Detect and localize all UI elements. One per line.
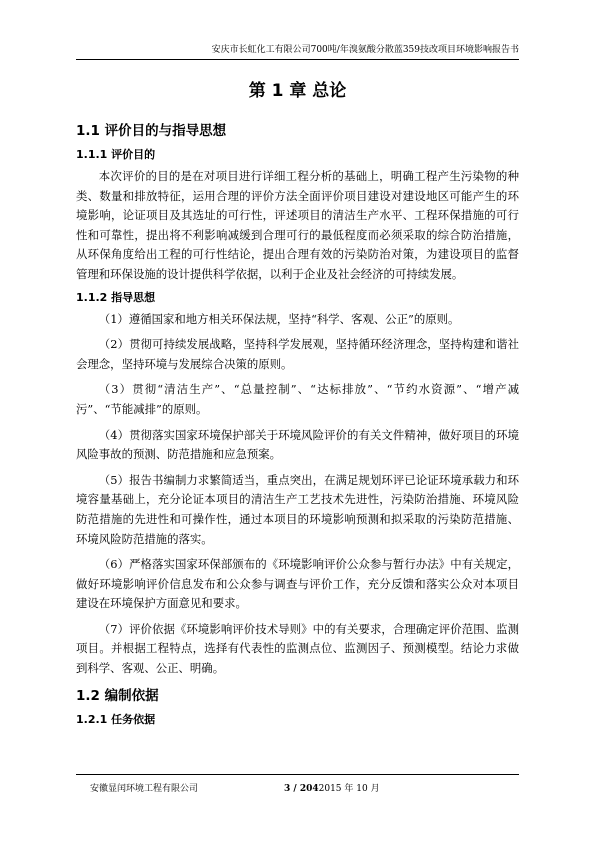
footer-company: 安徽显闰环境工程有限公司 (90, 784, 199, 794)
page-number-total: 204 (299, 784, 319, 794)
header-title: 安庆市长虹化工有限公司700吨/年溴氨酸分散蓝359技改项目环境影响报告书 (211, 45, 519, 55)
footer-date: 2015 年 10 月 (318, 784, 380, 794)
paragraph-evaluation-purpose: 本次评价的目的是在对项目进行详细工程分析的基础上，明确工程产生污染物的种类、数量和排放特征，运用合理的评价方法全面评价项目建设对建设地区可能产生的环境影响，论证项目及其选址的可行性，评述项目的清洁生产水平、工程环保措施的可行性和可靠性，提出将不利影响减缓到合理可行的最低程度而必须采取的综合防治措施，从环保角度给出工程的可行性结论，提出合理有效的污染防治对策，为建设项目的监督管理和环保设施的设计提供科学依据，以利于企业及社会经济的可持续发展。 (76, 169, 519, 281)
section-heading-1-1: 1.1 评价目的与指导思想 (76, 123, 227, 139)
running-footer (76, 774, 519, 794)
page-number-separator: / (290, 784, 300, 794)
subsection-heading-1-1-1: 1.1.1 评价目的 (76, 148, 156, 161)
document-body (76, 120, 519, 732)
subsection-heading-1-2-1: 1.2.1 任务依据 (76, 712, 156, 726)
chapter-title: 第 1 章 总论 (248, 81, 347, 101)
guideline-item-7: （7）评价依据《环境影响评价技术导则》中的有关要求，合理确定评价范围、监测项目。并根据工程特点，选择有代表性的监测点位、监测因子、预测模型。结论力求做到科学、客观、公正、明确。 (76, 621, 519, 676)
guideline-item-3: （3）贯彻“清洁生产”、“总量控制”、“达标排放”、“节约水资源”、“增产减污”、“节能减排”的原则。 (76, 382, 519, 416)
guideline-item-6: （6）严格落实国家环保部颁布的《环境影响评价公众参与暂行办法》中有关规定，做好环境影响评价信息发布和公众参与调查与评价工作，充分反馈和落实公众对本项目建设在环境保护方面意见和要求。 (76, 557, 519, 611)
guideline-item-2: （2）贯彻可持续发展战略，坚持科学发展观，坚持循环经济理念，坚持构建和谐社会理念，坚持环境与发展综合决策的原则。 (76, 337, 519, 371)
subsection-heading-1-1-2: 1.1.2 指导思想 (76, 290, 156, 304)
guideline-item-4: （4）贯彻落实国家环境保护部关于环境风险评价的有关文件精神，做好项目的环境风险事故的预测、防范措施和应急预案。 (76, 427, 519, 462)
running-header (76, 44, 519, 60)
guideline-item-5: （5）报告书编制力求繁简适当，重点突出，在满足规划环评已论证环境承载力和环境容量基础上，充分论证本项目的清洁生产工艺技术先进性，污染防治措施、环境风险防范措施的先进性和可操作性，通过本项目的环境影响预测和拟采取的污染防范措施、环境风险防范措施的落实。 (76, 472, 519, 546)
footer-page-info (284, 783, 380, 795)
guideline-item-1: （1）遵循国家和地方相关环保法规，坚持“科学、客观、公正”的原则。 (98, 311, 460, 326)
page-number-current: 3 (284, 784, 291, 794)
section-heading-1-2: 1.2 编制依据 (76, 687, 159, 704)
